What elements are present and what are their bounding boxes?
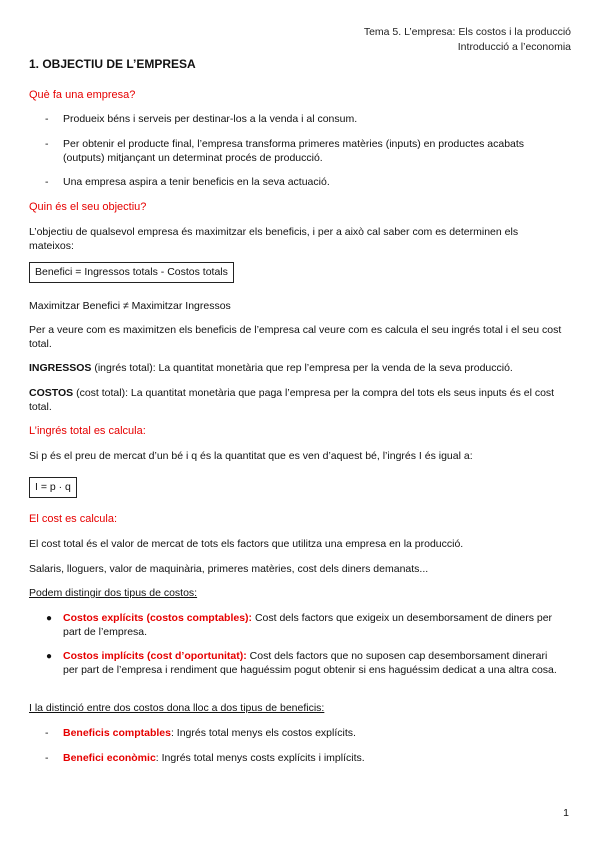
income-text: Si p és el preu de mercat d’un bé i q és la quantitat que es ven d’aquest bé, l’ingrés I és igual a: bbox=[29, 450, 473, 462]
section-heading-cost: El cost es calcula: bbox=[29, 513, 118, 525]
objective-intro: L’objectiu de qualsevol empresa és maximitzar els beneficis, i per a això cal saber com es determinen els mateixos: bbox=[29, 226, 519, 252]
dash-bullet: - bbox=[45, 113, 49, 125]
header-line-1: Tema 5. L’empresa: Els costos i la producció bbox=[363, 26, 571, 38]
definition-costos bbox=[29, 387, 569, 414]
paragraph-calculation: Per a veure com es maximitzen els beneficis de l’empresa cal veure com es calcula el seu ingrés total i el seu cost total. bbox=[29, 324, 562, 350]
term-costos: COSTOS bbox=[29, 387, 74, 399]
benefit-types-heading: I la distinció entre dos costos dona lloc a dos tipus de beneficis: bbox=[29, 702, 325, 714]
def-ingressos: (ingrés total): La quantitat monetària que rep l’empresa per la venda de la seva producció. bbox=[91, 362, 513, 374]
list-item bbox=[46, 650, 563, 677]
cost-text-2: Salaris, lloguers, valor de maquinària, primeres matèries, cost dels diners demanats... bbox=[29, 563, 429, 575]
dot-bullet: ● bbox=[46, 613, 53, 624]
page-number: 1 bbox=[563, 807, 569, 819]
dot-bullet: ● bbox=[46, 651, 53, 662]
dash-bullet: - bbox=[45, 727, 49, 739]
list-item-text: Per obtenir el producte final, l’empresa transforma primeres matèries (inputs) en productes acabats (outputs) mitjançant un determinat procés de producció. bbox=[63, 138, 525, 164]
def-accounting-profit: : Ingrés total menys els costos explícits. bbox=[170, 727, 356, 739]
dash-bullet: - bbox=[45, 752, 49, 764]
list-item-text: Produeix béns i serveis per destinar-los a la venda i al consum. bbox=[63, 113, 358, 125]
term-ingressos: INGRESSOS bbox=[29, 362, 92, 374]
list-item bbox=[45, 113, 563, 127]
def-explicit-costs: Cost dels factors que exigeix un desemborsament de diners per part de l’empresa. bbox=[63, 612, 553, 638]
section-heading-objective: Quin és el seu objectiu? bbox=[29, 201, 147, 213]
formula-box-income: I = p · q bbox=[29, 477, 77, 498]
header-line-2: Introducció a l’economia bbox=[457, 41, 571, 53]
cost-text-1: El cost total és el valor de mercat de tots els factors que utilitza una empresa en la producció. bbox=[29, 538, 464, 550]
section-heading-income: L’ingrés total es calcula: bbox=[29, 425, 146, 437]
term-economic-profit: Benefici econòmic bbox=[63, 752, 156, 764]
list-item bbox=[45, 176, 563, 190]
section-heading-what: Què fa una empresa? bbox=[29, 89, 136, 101]
term-implicit-costs: Costos implícits (cost d’oportunitat): bbox=[63, 650, 247, 662]
def-economic-profit: : Ingrés total menys costs explícits i implícits. bbox=[155, 752, 365, 764]
term-explicit-costs: Costos explícits (costos comptables): bbox=[63, 612, 253, 624]
list-item bbox=[45, 727, 563, 741]
list-item bbox=[46, 612, 563, 639]
list-item bbox=[45, 138, 563, 165]
dash-bullet: - bbox=[45, 138, 49, 150]
def-implicit-costs: Cost dels factors que no suposen cap desemborsament dinerari per part de l’empresa i rendiment que haguéssim pogut obtenir si ens haguéssim dedicat a una altra cosa. bbox=[63, 650, 557, 676]
maximize-statement: Maximitzar Benefici ≠ Maximitzar Ingressos bbox=[29, 300, 231, 312]
term-accounting-profit: Beneficis comptables bbox=[63, 727, 171, 739]
list-item-text: Una empresa aspira a tenir beneficis en la seva actuació. bbox=[63, 176, 330, 188]
formula-box-benefit: Benefici = Ingressos totals - Costos totals bbox=[29, 262, 234, 283]
cost-types-heading: Podem distingir dos tipus de costos: bbox=[29, 587, 198, 599]
definition-ingressos bbox=[29, 362, 574, 376]
page-title: 1. OBJECTIU DE L’EMPRESA bbox=[29, 57, 196, 71]
def-costos: (cost total): La quantitat monetària que paga l’empresa per la compra del tots els seus inputs és el cost total. bbox=[29, 387, 555, 413]
dash-bullet: - bbox=[45, 176, 49, 188]
list-item bbox=[45, 752, 563, 766]
